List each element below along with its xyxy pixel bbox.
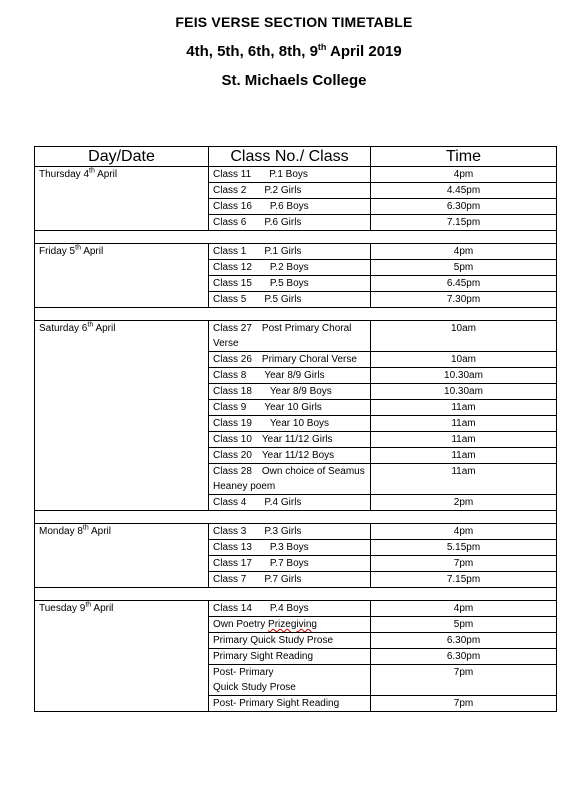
class-group: P.6 Girls: [264, 217, 302, 228]
class-no: Class 15: [213, 278, 252, 289]
spacer-cell: [35, 308, 557, 321]
time-cell: 10.30am: [371, 368, 557, 384]
class-no: Class 14: [213, 603, 252, 614]
class-group: Year 8/9 Boys: [269, 386, 332, 397]
venue-name: St. Michaels College: [221, 72, 367, 89]
day-suffix: th: [87, 321, 94, 329]
day-month: April: [93, 323, 116, 334]
class-group: Quick Study Prose: [213, 682, 296, 693]
class-no: Class 16: [213, 201, 252, 212]
class-group: P.7 Boys: [269, 558, 309, 569]
class-cell: [209, 524, 371, 540]
time-cell: 10am: [371, 321, 557, 352]
festival-dates: [0, 41, 588, 62]
time-cell: 7.30pm: [371, 292, 557, 308]
class-cell: [209, 183, 371, 199]
time-cell: 5pm: [371, 617, 557, 633]
day-monday: [35, 524, 209, 588]
class-group: P.5 Boys: [269, 278, 309, 289]
class-cell: [209, 167, 371, 183]
class-group: Year 10 Girls: [264, 402, 322, 413]
header-class: Class No./ Class: [209, 147, 371, 167]
class-group: Own choice of Seamus Heaney poem: [213, 466, 365, 492]
class-group: Primary Choral Verse: [261, 354, 357, 365]
class-cell: [209, 244, 371, 260]
class-group: P.3 Boys: [269, 542, 309, 553]
class-group: P.1 Girls: [264, 246, 302, 257]
header-row: [35, 147, 557, 167]
class-cell: [209, 352, 371, 368]
time-cell: 4pm: [371, 167, 557, 183]
spacer-cell: [35, 231, 557, 244]
class-cell: [209, 448, 371, 464]
class-no: Class 9: [213, 402, 247, 413]
class-cell: [209, 572, 371, 588]
class-cell: [209, 276, 371, 292]
class-no: Class 2: [213, 185, 247, 196]
day-month: April: [94, 169, 118, 180]
day-month: April: [80, 246, 104, 257]
class-group: Year 11/12 Boys: [261, 450, 335, 461]
time-cell: 5pm: [371, 260, 557, 276]
class-cell: [209, 321, 371, 352]
class-group: P.7 Girls: [264, 574, 302, 585]
table-row: [35, 321, 557, 352]
time-cell: 10am: [371, 352, 557, 368]
time-cell: 4pm: [371, 244, 557, 260]
class-cell: [209, 495, 371, 511]
class-no: Class 3: [213, 526, 247, 537]
class-no: Post- Primary Sight Reading: [213, 698, 340, 709]
table-row: [35, 244, 557, 260]
spacer-cell: [35, 588, 557, 601]
class-no: Own Poetry: [213, 619, 266, 630]
title-block: [0, 12, 588, 99]
class-no: Class 12: [213, 262, 252, 273]
class-no: Primary Quick Study Prose: [213, 635, 334, 646]
class-cell: [209, 416, 371, 432]
class-no: Class 27: [213, 323, 252, 334]
time-cell: 7pm: [371, 665, 557, 696]
day-friday: [35, 244, 209, 308]
dates-suffix: th: [317, 42, 327, 52]
class-group: P.4 Girls: [264, 497, 302, 508]
class-group: Post Primary Choral Verse: [213, 323, 352, 349]
class-cell: [209, 540, 371, 556]
spacer-row: [35, 588, 557, 601]
class-no: Class 19: [213, 418, 252, 429]
class-no: Class 8: [213, 370, 247, 381]
day-label: Thursday 4: [39, 169, 90, 180]
class-no: Class 10: [213, 434, 252, 445]
time-cell: 6.30pm: [371, 633, 557, 649]
spacer-row: [35, 231, 557, 244]
day-suffix: th: [75, 244, 81, 252]
time-cell: 2pm: [371, 495, 557, 511]
class-group: P.1 Boys: [269, 169, 308, 180]
time-cell: 7pm: [371, 696, 557, 712]
class-cell: [209, 368, 371, 384]
class-cell: [209, 400, 371, 416]
time-cell: 7pm: [371, 556, 557, 572]
dates-month: April 2019: [326, 43, 402, 60]
class-cell: [209, 601, 371, 617]
class-cell: [209, 199, 371, 215]
class-cell: [209, 696, 371, 712]
time-cell: 11am: [371, 448, 557, 464]
class-cell: [209, 665, 371, 696]
time-cell: 10.30am: [371, 384, 557, 400]
class-no: Class 1: [213, 246, 247, 257]
class-cell: [209, 215, 371, 231]
class-no: Class 7: [213, 574, 247, 585]
class-group: Year 8/9 Girls: [264, 370, 325, 381]
spacer-cell: [35, 511, 557, 524]
time-cell: 7.15pm: [371, 572, 557, 588]
time-cell: 4pm: [371, 524, 557, 540]
class-no: Class 4: [213, 497, 247, 508]
class-group: P.6 Boys: [269, 201, 309, 212]
time-cell: 6.45pm: [371, 276, 557, 292]
timetable: [34, 146, 557, 712]
class-no: Class 18: [213, 386, 252, 397]
class-cell: [209, 649, 371, 665]
time-cell: 11am: [371, 400, 557, 416]
class-no: Class 17: [213, 558, 252, 569]
time-cell: 5.15pm: [371, 540, 557, 556]
header-day: Day/Date: [35, 147, 209, 167]
day-label: Monday 8: [39, 526, 83, 537]
class-cell: [209, 384, 371, 400]
day-month: April: [88, 526, 111, 537]
day-suffix: th: [89, 167, 95, 175]
class-group: P.5 Girls: [264, 294, 302, 305]
class-no: Class 26: [213, 354, 252, 365]
day-saturday: [35, 321, 209, 511]
time-cell: 11am: [371, 416, 557, 432]
class-cell: [209, 464, 371, 495]
header-time: Time: [371, 147, 557, 167]
document-title: FEIS VERSE SECTION TIMETABLE: [175, 14, 413, 30]
class-no: Primary Sight Reading: [213, 651, 314, 662]
class-no: Class 5: [213, 294, 247, 305]
class-cell: [209, 292, 371, 308]
time-cell: 7.15pm: [371, 215, 557, 231]
day-thursday: [35, 167, 209, 231]
class-no: Class 6: [213, 217, 247, 228]
day-suffix: th: [85, 601, 92, 609]
spacer-row: [35, 511, 557, 524]
time-cell: 6.30pm: [371, 649, 557, 665]
class-no: Class 11: [213, 169, 252, 180]
class-cell: [209, 556, 371, 572]
class-group: P.4 Boys: [269, 603, 309, 614]
class-no: Class 13: [213, 542, 252, 553]
class-group: P.3 Girls: [264, 526, 302, 537]
time-cell: 4.45pm: [371, 183, 557, 199]
day-suffix: th: [82, 524, 89, 532]
time-cell: 4pm: [371, 601, 557, 617]
table-row: [35, 601, 557, 617]
time-cell: 11am: [371, 464, 557, 495]
time-cell: 11am: [371, 432, 557, 448]
table-row: [35, 167, 557, 183]
table-row: [35, 524, 557, 540]
class-no: Post- Primary: [213, 667, 274, 678]
class-group: Prizegiving: [268, 619, 317, 630]
class-no: Class 20: [213, 450, 252, 461]
class-cell: [209, 260, 371, 276]
class-group: P.2 Boys: [269, 262, 309, 273]
day-month: April: [91, 603, 114, 614]
day-label: Friday 5: [39, 246, 76, 257]
class-group: Year 10 Boys: [269, 418, 330, 429]
day-label: Tuesday 9: [39, 603, 86, 614]
day-tuesday: [35, 601, 209, 712]
day-label: Saturday 6: [39, 323, 88, 334]
class-group: P.2 Girls: [264, 185, 302, 196]
dates-text: 4th, 5th, 6th, 8th, 9: [186, 43, 318, 60]
class-cell: [209, 617, 371, 633]
spacer-row: [35, 308, 557, 321]
time-cell: 6.30pm: [371, 199, 557, 215]
class-cell: [209, 432, 371, 448]
class-group: Year 11/12 Girls: [261, 434, 333, 445]
class-no: Class 28: [213, 466, 252, 477]
class-cell: [209, 633, 371, 649]
